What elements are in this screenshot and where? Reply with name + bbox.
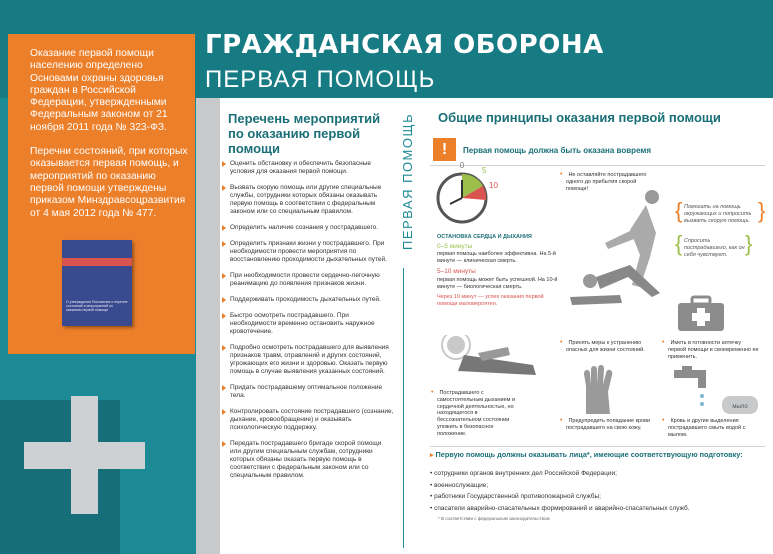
- note-bracket-right: }: [758, 198, 766, 223]
- gloves-text: Предупредить попадание крови пострадавшего на свою кожу.: [566, 418, 651, 431]
- vertical-label-text: ПЕРВАЯ ПОМОЩЬ: [400, 112, 415, 250]
- list-item: Вызвать скорую помощь или другие специальные службы, сотрудники которых обязаны оказывать первую помощь в соответствии с федеральным законом или со специальным правилом.: [222, 184, 394, 216]
- legal-info-text: [30, 48, 190, 232]
- range-5-10-text: первая помощь может быть успешной. На 10-й минуте — биологическая смерть.: [437, 277, 558, 290]
- danger-text: Принять меры к устранению опасных для жизни состояний.: [566, 340, 645, 353]
- list-item: Подробно осмотреть пострадавшего для выявления признаков травм, отравлений и других состояний, угрожающих его жизни и здоровью. Оказать первую помощь в случае выявления указанных состояний.: [222, 344, 394, 376]
- note2-bracket-left: {: [675, 231, 683, 256]
- clock-label-0: 0: [459, 161, 465, 170]
- note-ask-victim: Спросить пострадавшего, как он себя чувствует.: [684, 238, 745, 258]
- note-call-help: Помогать на помощь окружающих и попросить вызвать скорую помощь.: [684, 204, 752, 224]
- list-item-text: работники Государственной противопожарной службы;: [434, 493, 601, 500]
- glove-icon: [578, 364, 618, 416]
- list-item-text: военнослужащие;: [434, 481, 489, 489]
- vertical-divider: [403, 268, 404, 548]
- first-aid-kit-icon: [676, 295, 726, 333]
- range-0-5: 0–5 минуты: [437, 243, 473, 250]
- rescuer-illustration: [560, 185, 683, 315]
- cardiac-arrest-title: ОСТАНОВКА СЕРДЦА И ДЫХАНИЯ: [437, 234, 532, 240]
- list-item: Поддерживать проходимость дыхательных путей.: [222, 296, 394, 304]
- footnote: * В соответствии с федеральным законодательством: [438, 516, 550, 521]
- danger-bullet: • Принять меры к устранению опасных для жизни состояний.: [560, 339, 645, 353]
- range-0-5-text: первая помощь наиболее эффективна. На 5-й минуте — клиническая смерть.: [437, 251, 556, 264]
- wash-text: Кровь и другие выделения пострадавшего смыть водой с мылом.: [668, 418, 746, 438]
- alert-heading: Первая помощь должна быть оказана вовремя: [463, 146, 651, 155]
- list-item: • военнослужащие;: [430, 481, 489, 489]
- vertical-label: [398, 112, 416, 270]
- trained-persons-list: [430, 470, 770, 516]
- measures-list: [222, 160, 394, 488]
- victim-lying-illustration: [438, 335, 548, 385]
- dont-leave-bullet: • Не оставляйте пострадавшего одного до прибытия скорой помощи!: [560, 171, 647, 192]
- range-5-10: 5–10 минуты: [437, 268, 476, 275]
- list-item: Контролировать состояние пострадавшего (сознание, дыхание, кровообращение) и оказывать психологическую поддержку.: [222, 408, 394, 432]
- page-subtitle: ПЕРВАЯ ПОМОЩЬ: [205, 66, 436, 93]
- clock-label-5: 5: [482, 166, 487, 175]
- list-item: • сотрудники органов внутренних дел Российской Федерации;: [430, 470, 617, 477]
- list-item: • работники Государственной противопожарной службы;: [430, 493, 601, 500]
- wash-bullet: • Кровь и другие выделения пострадавшего смыть водой с мылом.: [662, 417, 746, 438]
- alert-icon: !: [433, 138, 456, 161]
- legal-para-2: Перечни состояний, при которых оказывается первая помощь, и мероприятий по оказанию первой помощи утверждены приказом Минздравсоцразвития от 4 мая 2012 года № 477.: [30, 146, 188, 219]
- kit-bullet: • Иметь в готовности аптечку первой помощи и своевременно ее применить.: [662, 339, 759, 360]
- trained-persons-title: ▸ Первую помощь должны оказывать лица*, имеющие соответствующую подготовку:: [430, 450, 743, 459]
- kit-text: Иметь в готовности аптечку первой помощи и своевременно ее применить.: [668, 340, 759, 360]
- list-item: Быстро осмотреть пострадавшего. При необходимости временно остановить наружное кровотечение.: [222, 312, 394, 336]
- plus-icon-bar: [24, 442, 145, 469]
- list-item: Определить признаки жизни у пострадавшего. При необходимости провести мероприятия по восстановлению проходимости дыхательных путей.: [222, 240, 394, 264]
- range-over-10-text: Через 10 минут — успех оказания первой помощи маловероятен.: [437, 294, 544, 307]
- list-item: Оценить обстановку и обеспечить безопасные условия для оказания первой помощи.: [222, 160, 394, 176]
- faucet-soap-icon: [672, 366, 762, 418]
- clock-label-10: 10: [489, 181, 498, 190]
- trained-persons-title-text: Первую помощь должны оказывать лица*, имеющие соответствующую подготовку:: [435, 450, 743, 459]
- grey-stripe: [196, 98, 220, 554]
- page-title: ГРАЖДАНСКАЯ ОБОРОНА: [205, 30, 604, 60]
- recovery-position-text: Пострадавшего с самостоятельным дыханием и сердечной деятельностью, но находящегося в бессознательном состоянии уложить в безопасное положение.: [437, 390, 516, 437]
- list-item: Передать пострадавшего бригаде скорой помощи или другим специальным службам, сотрудники которых обязаны оказать первую помощь в соответствии с федеральным законом или со специальным правилом.: [222, 440, 394, 480]
- list-item-text: спасатели аварийно-спасательных формирований и аварийно-спасательных служб.: [434, 504, 690, 512]
- note2-bracket-right: }: [745, 231, 753, 256]
- clock-icon: [432, 160, 502, 232]
- dont-leave-text: Не оставляйте пострадавшего одного до прибытия скорой помощи!: [566, 172, 647, 192]
- list-item-text: сотрудники органов внутренних дел Российской Федерации;: [434, 470, 617, 477]
- plus-shadow: [0, 400, 120, 554]
- recovery-position-bullet: • Пострадавшего с самостоятельным дыханием и сердечной деятельностью, но находящегося в бессознательном состоянии уложить в безопасное положение.: [431, 389, 516, 437]
- list-item: При необходимости провести сердечно-легочную реанимацию до появления признаков жизни.: [222, 272, 394, 288]
- soap-label: мыло: [732, 404, 748, 410]
- list-item: Определить наличие сознания у пострадавшего.: [222, 224, 394, 232]
- book-title: О утверждении Положения о перечне состояний и мероприятий по оказанию первой помощи: [66, 300, 128, 312]
- legal-para-1: Оказание первой помощи населению определено Основами охраны здоровья граждан в Российской Федерации, утвержденными Федеральным законом от 21 ноября 2011 года № 323-ФЗ.: [30, 48, 168, 133]
- gloves-bullet: • Предупредить попадание крови пострадавшего на свою кожу.: [560, 417, 651, 431]
- measures-title: Перечень мероприятий по оказанию первой помощи: [228, 111, 381, 156]
- note-bracket-left: {: [675, 198, 683, 223]
- list-item: • спасатели аварийно-спасательных формирований и аварийно-спасательных служб.: [430, 504, 690, 512]
- book-icon: [62, 240, 132, 326]
- divider-bottom: [430, 446, 765, 447]
- list-item: Придать пострадавшему оптимальное положение тела.: [222, 384, 394, 400]
- book-flag-band: [62, 258, 132, 266]
- principles-title: Общие принципы оказания первой помощи: [438, 110, 721, 125]
